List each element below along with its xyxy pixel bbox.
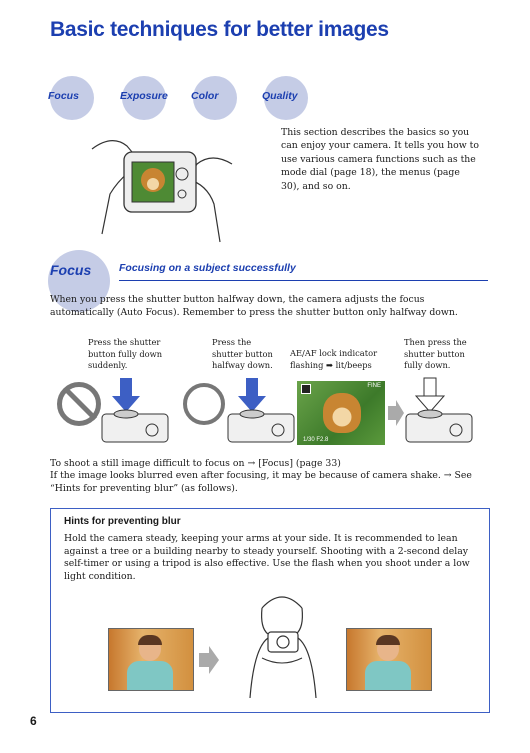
focus-section-label: Focus — [50, 262, 92, 278]
screen-readout: 1/30 F2.8 — [303, 437, 329, 443]
page-title: Basic techniques for better images — [50, 18, 389, 41]
step-halfway-text: Press the shutter button halfway down. — [212, 337, 273, 371]
ok-ring-icon — [183, 383, 225, 425]
step-then-text: Then press the shutter button fully down. — [404, 337, 467, 371]
kid-hair — [376, 635, 400, 645]
improvement-arrow-icon — [199, 646, 219, 674]
tab-color — [193, 76, 237, 120]
kid-body — [365, 661, 411, 691]
person-holding-camera-illustration — [232, 588, 332, 700]
kid-hair — [138, 635, 162, 645]
intro-text: This section describes the basics so you can enjoy your camera. It tells you how to use various camera functions such as the mode dial (page 18), the menus (page 30), and so on. — [281, 127, 479, 192]
tab-exposure-label: Exposure — [120, 90, 168, 102]
next-step-arrow-icon — [388, 400, 404, 426]
screen-counter: FINE — [367, 383, 381, 389]
tab-quality-label: Quality — [262, 90, 298, 102]
section-rule — [119, 280, 488, 281]
camera-press-full-illustration — [100, 376, 170, 444]
focus-section-subtitle: Focusing on a subject successfully — [119, 262, 296, 274]
hints-body: Hold the camera steady, keeping your arms at your side. It is recommended to lean against a tree or a building nearby to steady yourself. Shooting with a 2-second delay self-timer or using a tripod is also effective. Use the flash when you shoot under a low light condition. — [64, 533, 470, 582]
hints-title: Hints for preventing blur — [64, 516, 181, 527]
step-indicator-text — [290, 348, 390, 371]
page-number: 6 — [30, 714, 37, 728]
indicator-text-a: AE/AF lock indicator — [290, 348, 378, 358]
tab-quality — [264, 76, 308, 120]
dog-subject — [323, 393, 361, 433]
blurred-photo — [108, 628, 194, 691]
focus-paragraph: When you press the shutter button halfway down, the camera adjusts the focus automatically (Auto Focus). Remember to press the shutter button only halfway down. — [50, 294, 458, 318]
indicator-text-c: lit/beeps — [335, 359, 372, 370]
prohibited-icon — [57, 382, 101, 426]
tab-focus — [50, 76, 94, 120]
topic-tabs — [50, 76, 310, 122]
kid-body — [127, 661, 173, 691]
camera-press-full-final-illustration — [404, 376, 474, 444]
tip-line-2: If the image looks blurred even after focusing, it may be because of camera shake. → See “Hints for preventing blur” (as follows). — [50, 470, 472, 494]
step-bad-text: Press the shutter button fully down suddenly. — [88, 337, 163, 371]
sharp-photo — [346, 628, 432, 691]
hands-holding-camera-illustration — [82, 124, 242, 244]
right-arrow-icon: ➡ — [326, 359, 333, 370]
tips-text — [50, 458, 490, 495]
tip-line-1: To shoot a still image difficult to focus on → [Focus] (page 33) — [50, 458, 341, 469]
tab-focus-label: Focus — [48, 90, 79, 102]
camera-press-half-illustration — [226, 376, 296, 444]
tab-color-label: Color — [191, 90, 219, 102]
tab-exposure — [122, 76, 166, 120]
af-indicator-icon — [301, 384, 311, 394]
indicator-text-b: flashing — [290, 359, 324, 370]
lcd-focus-screen — [297, 381, 385, 445]
